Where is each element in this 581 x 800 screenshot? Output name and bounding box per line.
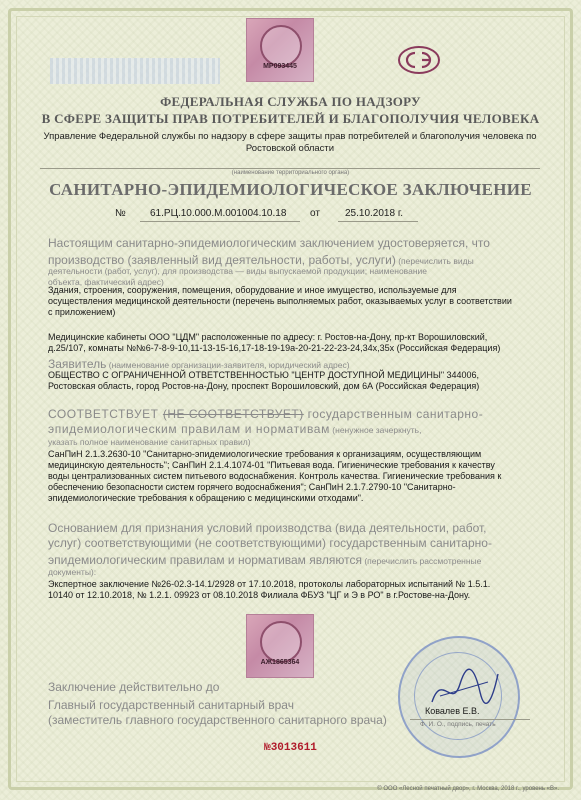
basis-line1: Основанием для признания условий производства (вида деятельности, работ, — [48, 521, 487, 535]
intro-line2-hint: (перечислить виды — [395, 256, 474, 266]
basis-line3-hint: (перечислить рассмотренные — [361, 556, 482, 566]
territorial-rule — [40, 168, 540, 169]
activity-line3: с приложением) — [48, 307, 116, 317]
document-number: 61.РЦ.10.000.М.001004.10.18 — [150, 208, 287, 219]
address-line2: д.25/107, комнаты №№6-7-8-9-10,11-13-15-16,17-18-19-19а-20-21-22-23-24,34х,35х (Российская Федерация) — [48, 343, 501, 353]
intro-line2-main: производство (заявленный вид деятельности, работы, услуги) — [48, 253, 396, 267]
basis-text-line1: Экспертное заключение №26-02.3-14.1/2928 от 17.10.2018, протоколы лабораторных испытаний № 1.5.1. — [48, 579, 491, 589]
address-line1: Медицинские кабинеты ООО "ЦДМ" расположенные по адресу: г. Ростов-на-Дону, пр-кт Ворошиловский, — [48, 332, 488, 342]
serial-number: №3013611 — [264, 742, 317, 754]
document-date: 25.10.2018 г. — [345, 208, 404, 219]
territorial-body — [40, 131, 540, 155]
date-prefix: от — [310, 208, 320, 219]
territorial-body-line1: Управление Федеральной службы по надзору в сфере защиты прав потребителей и благополучия человека по — [43, 131, 537, 142]
hologram-top — [246, 18, 314, 82]
applicant-line1: ОБЩЕСТВО С ОГРАНИЧЕННОЙ ОТВЕТСТВЕННОСТЬЮ "ЦЕНТР ДОСТУПНОЙ МЕДИЦИНЫ" 344006, — [48, 370, 480, 380]
signer-hint: Ф. И. О., подпись, печать — [420, 721, 496, 728]
conformity-struck: (НЕ СООТВЕТСТВУЕТ) — [162, 407, 304, 421]
signature-scribble-icon — [430, 662, 500, 712]
conformity-hint: (ненужное зачеркнуть, — [329, 425, 422, 435]
sanpin-line2: медицинскую деятельность"; СанПиН 2.1.4.1074-01 "Питьевая вода. Гигиенические требования к качеству — [48, 460, 495, 470]
hologram-number: МР093445 — [263, 63, 297, 70]
territorial-hint: (наименование территориального органа) — [231, 170, 350, 176]
hologram-bottom-number: АЖ1865364 — [260, 659, 300, 666]
rospotrebnadzor-logo-icon — [398, 46, 440, 74]
conformity-line3: указать полное наименование санитарных правил) — [48, 437, 251, 447]
activity-line2: осуществления медицинской деятельности (перечень выполняемых работ, оказываемых услуг в соответствии — [48, 296, 512, 306]
basis-text — [48, 579, 563, 601]
hologram-emblem-icon — [260, 25, 302, 67]
basis-line2: услуг) соответствующими (не соответствующими) государственным санитарно- — [48, 536, 492, 550]
sanpin-line5: эпидемиологические требования к обращению с медицинскими отходами". — [48, 493, 364, 503]
intro-line3: деятельности (работ, услуг), для производства — виды выпускаемой продукции; наименование — [48, 266, 427, 276]
sanpin-line1: СанПиН 2.1.3.2630-10 "Санитарно-эпидемиологические требования к организациям, осуществляющим — [48, 449, 482, 459]
printer-footer: © ООО «Лесной печатный двор», г. Москва, 2018 г., уровень «В». — [377, 786, 559, 792]
territorial-body-line2: Ростовской области — [245, 143, 335, 154]
conformity-rules: эпидемиологическим правилам и нормативам — [48, 422, 330, 436]
activity-line1: Здания, строения, сооружения, помещения, оборудование и иное имущество, используемые для — [48, 285, 457, 295]
guilloche-pattern — [50, 58, 220, 84]
basis-line4: документы): — [48, 567, 97, 577]
signer-rule — [410, 719, 530, 720]
basis-text-line2: 10140 от 12.10.2018, № 1.2.1. 09923 от 08.10.2018 Филиала ФБУЗ "ЦГ и Э в РО" в г.Ростове-на-Дону. — [48, 590, 471, 600]
number-rule — [140, 221, 300, 222]
sanpin-text — [48, 449, 563, 504]
conformity-rest: государственным санитарно- — [303, 407, 484, 421]
basis-line3-main: эпидемиологическим правилам и нормативам являются — [48, 553, 362, 567]
agency-title-line2: В СФЕРЕ ЗАЩИТЫ ПРАВ ПОТРЕБИТЕЛЕЙ И БЛАГОПОЛУЧИЯ ЧЕЛОВЕКА — [41, 111, 540, 126]
sanpin-line4: обеспечению безопасности систем горячего водоснабжения"; СанПиН 2.1.7.2790-10 "Санитарно- — [48, 482, 456, 492]
applicant-label: Заявитель — [48, 357, 107, 371]
object-address — [48, 332, 558, 354]
validity-label: Заключение действительно до — [48, 680, 220, 694]
agency-title-line1: ФЕДЕРАЛЬНАЯ СЛУЖБА ПО НАДЗОРУ — [160, 94, 421, 109]
intro-line1: Настоящим санитарно-эпидемиологическим заключением удостоверяется, что — [48, 236, 490, 250]
intro-line4: объекта, фактический адрес) — [48, 277, 164, 287]
applicant-hint: (наименование организации-заявителя, юридический адрес) — [106, 360, 350, 370]
conformity-line2 — [48, 420, 563, 438]
applicant-text — [48, 370, 558, 392]
signer-name: Ковалев Е.В. — [425, 706, 480, 716]
document-title: САНИТАРНО-ЭПИДЕМИОЛОГИЧЕСКОЕ ЗАКЛЮЧЕНИЕ — [49, 180, 532, 199]
hologram-bottom — [246, 614, 314, 678]
chief-line2: (заместитель главного государственного санитарного врача) — [48, 713, 387, 727]
date-rule — [338, 221, 418, 222]
number-sign: № — [115, 208, 126, 219]
hologram-bottom-emblem-icon — [260, 621, 302, 663]
sanpin-line3: воды централизованных систем питьевого водоснабжения. Контроль качества. Гигиенические требования к — [48, 471, 502, 481]
chief-line1: Главный государственный санитарный врач — [48, 698, 294, 712]
conformity-word: СООТВЕТСТВУЕТ — [48, 407, 159, 421]
activity-text — [48, 285, 558, 318]
applicant-line2: Ростовская область, город Ростов-на-Дону, проспект Ворошиловский, дом 6А (Российская Федерация) — [48, 381, 480, 391]
